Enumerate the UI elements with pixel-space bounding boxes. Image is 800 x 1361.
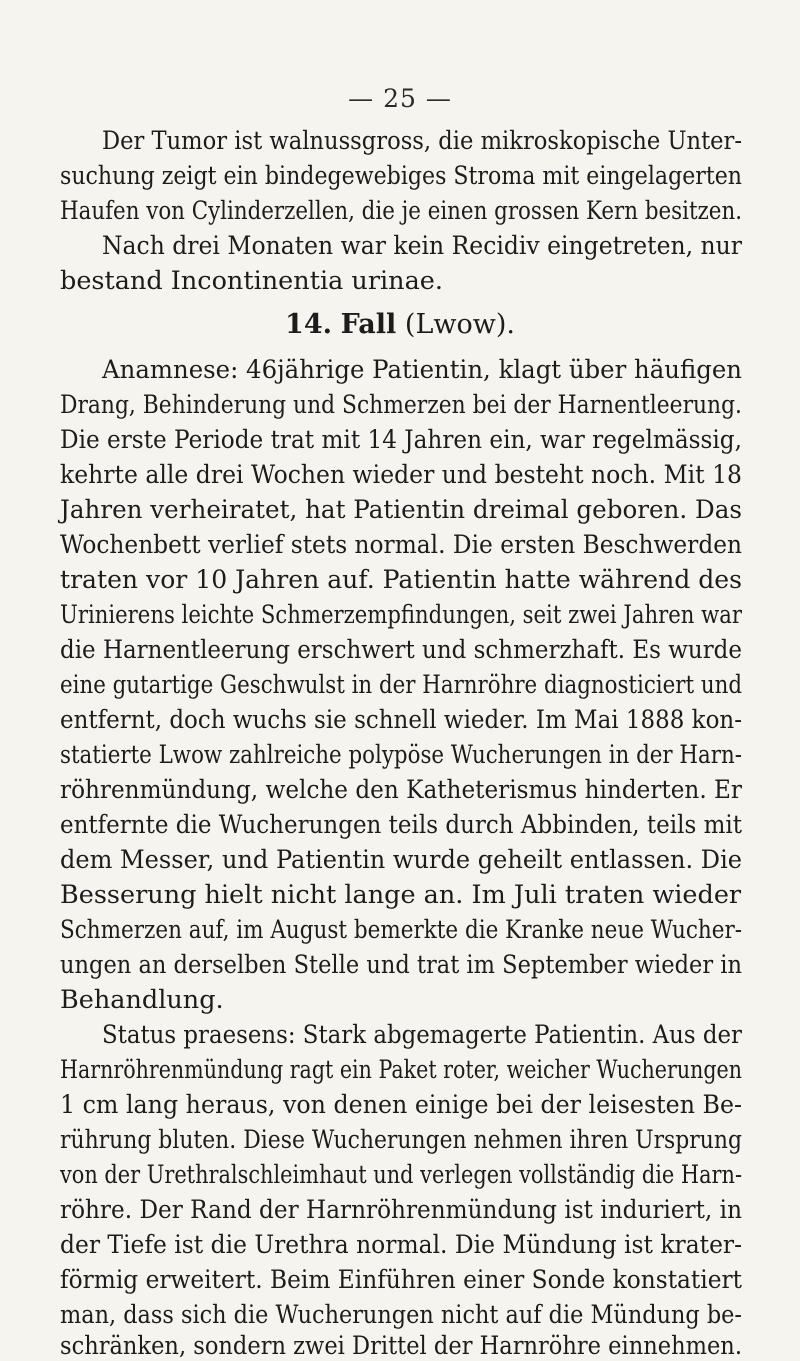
text-line: suchung zeigt ein bindegewebiges Stroma mit eingelagerten bbox=[60, 161, 742, 191]
text-line: der Tiefe ist die Urethra normal. Die Mündung ist krater- bbox=[60, 1230, 742, 1260]
text-line: Behandlung. bbox=[60, 985, 224, 1015]
text-line: Urinierens leichte Schmerzempfindungen, seit zwei Jahren war bbox=[60, 600, 742, 630]
text-line: Jahren verheiratet, hat Patientin dreimal geboren. Das bbox=[60, 495, 742, 525]
text-line: Wochenbett verlief stets normal. Die ersten Beschwerden bbox=[60, 530, 742, 560]
text-line: Nach drei Monaten war kein Recidiv eingetreten, nur bbox=[102, 231, 742, 261]
text-line: kehrte alle drei Wochen wieder und besteht noch. Mit 18 bbox=[60, 460, 742, 490]
text-line: ungen an derselben Stelle und trat im September wieder in bbox=[60, 950, 742, 980]
text-line: statierte Lwow zahlreiche polypöse Wucherungen in der Harn- bbox=[60, 740, 742, 770]
text-line: die Harnentleerung erschwert und schmerzhaft. Es wurde bbox=[60, 635, 742, 665]
text-line: traten vor 10 Jahren auf. Patientin hatte während des bbox=[60, 565, 742, 595]
text-line: bestand Incontinentia urinae. bbox=[60, 266, 443, 296]
text-line: schränken, sondern zwei Drittel der Harnröhre einnehmen. bbox=[60, 1331, 742, 1361]
text-line: rührung bluten. Diese Wucherungen nehmen ihren Ursprung bbox=[60, 1125, 742, 1155]
text-line: dem Messer, und Patientin wurde geheilt entlassen. Die bbox=[60, 845, 742, 875]
text-line: von der Urethralschleimhaut und verlegen vollständig die Harn- bbox=[60, 1160, 742, 1190]
text-line: Harnröhrenmündung ragt ein Paket roter, weicher Wucherungen bbox=[60, 1055, 742, 1085]
text-line: förmig erweitert. Beim Einführen einer Sonde konstatiert bbox=[60, 1265, 742, 1295]
case-heading bbox=[0, 308, 800, 342]
text-line: Anamnese: 46jährige Patientin, klagt über häufigen bbox=[102, 355, 742, 385]
text-line: röhre. Der Rand der Harnröhrenmündung ist induriert, in bbox=[60, 1195, 742, 1225]
text-line: Besserung hielt nicht lange an. Im Juli traten wieder bbox=[60, 880, 742, 910]
page-number: — 25 — bbox=[348, 84, 452, 113]
case-name: (Lwow). bbox=[404, 309, 515, 340]
text-line: man, dass sich die Wucherungen nicht auf die Mündung be- bbox=[60, 1300, 742, 1330]
case-label: Fall bbox=[340, 309, 397, 340]
text-line: entfernt, doch wuchs sie schnell wieder. Im Mai 1888 kon- bbox=[60, 705, 742, 735]
text-line: Status praesens: Stark abgemagerte Patientin. Aus der bbox=[102, 1020, 742, 1050]
text-line: entfernte die Wucherungen teils durch Abbinden, teils mit bbox=[60, 810, 742, 840]
case-number: 14. bbox=[285, 309, 333, 340]
text-line: Schmerzen auf, im August bemerkte die Kranke neue Wucher- bbox=[60, 915, 742, 945]
text-line: röhrenmündung, welche den Katheterismus hinderten. Er bbox=[60, 775, 742, 805]
text-line: Der Tumor ist walnussgross, die mikroskopische Unter- bbox=[102, 126, 742, 156]
text-line: 1 cm lang heraus, von denen einige bei der leisesten Be- bbox=[60, 1090, 742, 1120]
text-line: Drang, Behinderung und Schmerzen bei der Harnentleerung. bbox=[60, 390, 742, 420]
text-line: Haufen von Cylinderzellen, die je einen grossen Kern besitzen. bbox=[60, 196, 742, 226]
text-line: Die erste Periode trat mit 14 Jahren ein, war regelmässig, bbox=[60, 425, 742, 455]
text-line: eine gutartige Geschwulst in der Harnröhre diagnosticiert und bbox=[60, 670, 742, 700]
